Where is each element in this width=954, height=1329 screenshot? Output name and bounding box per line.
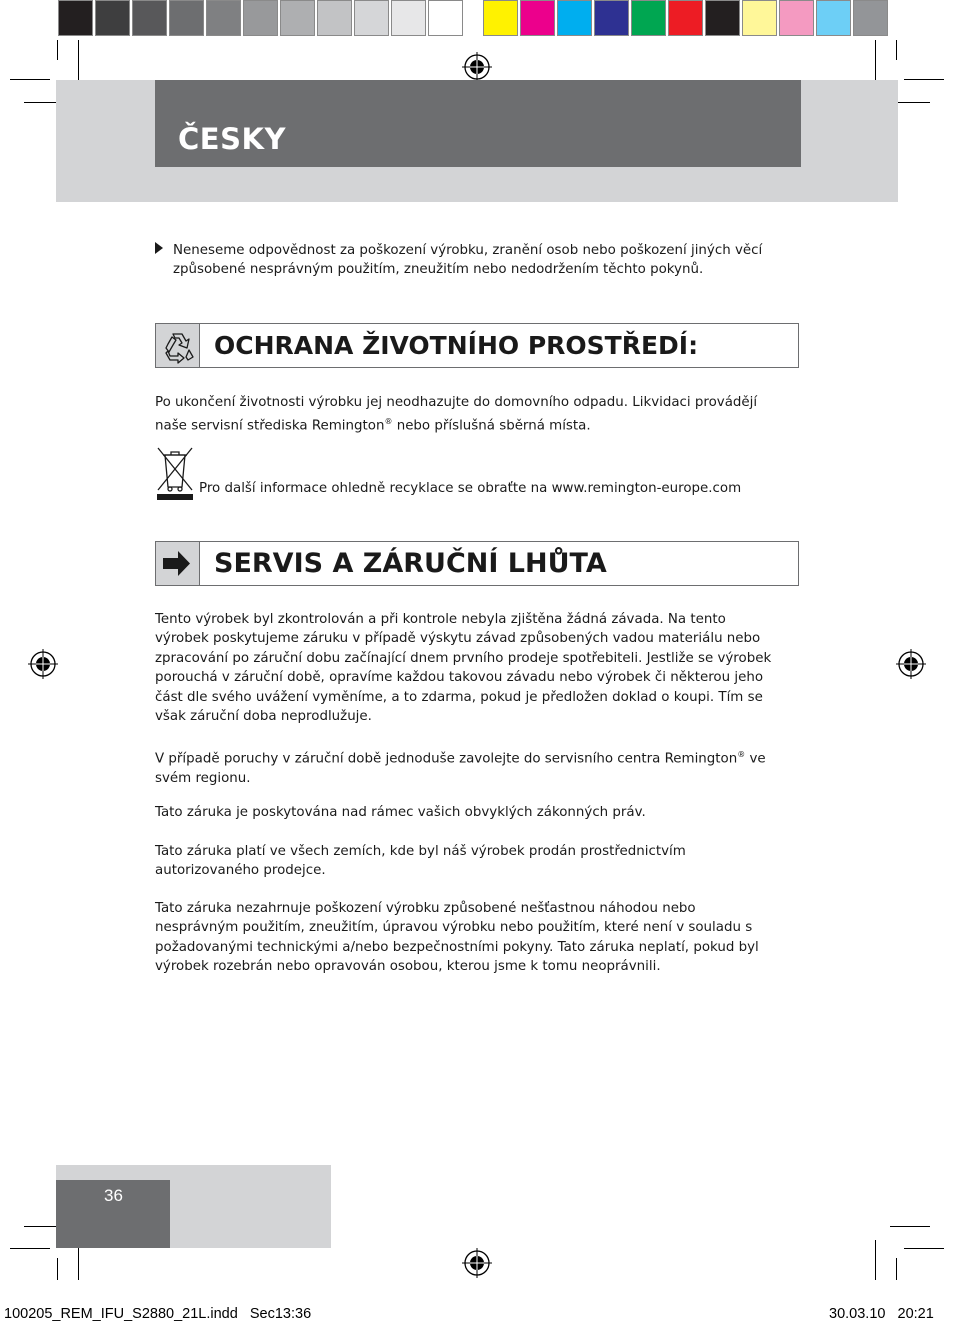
intro-bullet-text: Neneseme odpovědnost za poškození výrobku, zranění osob nebo poškození jiných věcí způsobené nesprávným použitím, zneužitím nebo nedodržením těchto pokynů. bbox=[173, 243, 763, 278]
registration-mark-icon bbox=[462, 52, 492, 82]
crop-mark bbox=[875, 1240, 876, 1280]
color-swatch bbox=[668, 0, 703, 36]
environment-paragraph bbox=[155, 393, 795, 436]
gray-color-bar bbox=[58, 0, 465, 38]
color-swatch bbox=[631, 0, 666, 36]
color-swatch bbox=[317, 0, 352, 36]
service-paragraph-3: Tato záruka je poskytována nad rámec vašich obvyklých zákonných práv. bbox=[155, 805, 646, 820]
environment-line-2-end: nebo příslušná sběrná místa. bbox=[392, 418, 591, 434]
crop-mark bbox=[78, 1248, 79, 1280]
environment-line-2: naše servisní střediska Remington bbox=[155, 418, 385, 434]
service-paragraph-4: Tato záruka platí ve všech zemích, kde byl náš výrobek prodán prostřednictvím autorizovaného prodejce. bbox=[155, 844, 686, 879]
service-p2-end: ve svém regionu. bbox=[155, 751, 766, 786]
crop-mark bbox=[57, 40, 58, 60]
bullet-arrow-icon bbox=[155, 242, 163, 254]
registered-mark: ® bbox=[737, 750, 746, 759]
service-p2-text: V případě poruchy v záruční době jednoduše zavolejte do servisního centra Remington bbox=[155, 751, 738, 767]
arrow-right-icon bbox=[156, 542, 200, 585]
color-swatch bbox=[816, 0, 851, 36]
color-swatch bbox=[557, 0, 592, 36]
crop-mark bbox=[904, 79, 944, 80]
registration-mark-icon bbox=[896, 649, 926, 679]
crop-mark bbox=[890, 1226, 930, 1227]
color-swatch bbox=[594, 0, 629, 36]
crop-mark bbox=[57, 1258, 58, 1280]
color-swatch bbox=[520, 0, 555, 36]
section-title-environment: OCHRANA ŽIVOTNÍHO PROSTŘEDÍ: bbox=[214, 331, 699, 360]
service-paragraph-5: Tato záruka nezahrnuje poškození výrobku způsobené nešťastnou náhodou nebo nesprávným použitím, zneužitím, úpravou výrobku nebo použitím, které není v souladu s požadovanými technickými a/nebo bezpečnostními pokyny. Tato záruka neplatí, pokud byl výrobek rozebrán nebo opravován osobou, kterou jsme k tomu neoprávnili. bbox=[155, 901, 759, 975]
color-swatch bbox=[483, 0, 518, 36]
slug-file-info: 100205_REM_IFU_S2880_21L.indd Sec13:36 bbox=[4, 1306, 312, 1322]
process-color-bar bbox=[483, 0, 890, 38]
crop-mark bbox=[10, 1248, 50, 1249]
section-header-service bbox=[155, 541, 799, 586]
service-paragraph-1: Tento výrobek byl zkontrolován a při kontrole nebyla zjištěna žádná závada. Na tento výrobek poskytujeme záruku v případě výskytu závad způsobených vadou materiálu nebo zpracování po záruční dobu začínající dnem prvního prodeje spotřebiteli. Jestliže se výrobek porouchá v záruční době, opravíme každou takovou závadu nebo výrobek či některou jeho část dle svého uvážení vyměníme, a to zdarma, pokud je předložen doklad o koupi. Tím se však záruční doba neprodlužuje. bbox=[155, 612, 772, 725]
color-swatch bbox=[705, 0, 740, 36]
color-swatch bbox=[58, 0, 93, 36]
registered-mark: ® bbox=[384, 417, 393, 427]
service-paragraph-2 bbox=[155, 745, 780, 788]
section-header-environment bbox=[155, 323, 799, 368]
color-swatch bbox=[742, 0, 777, 36]
crop-mark bbox=[875, 40, 876, 80]
registration-mark-icon bbox=[462, 1248, 492, 1278]
color-swatch bbox=[779, 0, 814, 36]
crop-mark bbox=[904, 1248, 944, 1249]
color-swatch bbox=[853, 0, 888, 36]
color-swatch bbox=[280, 0, 315, 36]
section-title-service: SERVIS A ZÁRUČNÍ LHŮTA bbox=[214, 548, 607, 579]
slug-date: 30.03.10 20:21 bbox=[829, 1306, 934, 1322]
color-swatch bbox=[95, 0, 130, 36]
crossed-bin-icon bbox=[155, 445, 195, 503]
color-swatch bbox=[206, 0, 241, 36]
crop-mark bbox=[896, 40, 897, 60]
crop-mark bbox=[78, 40, 79, 80]
color-swatch bbox=[354, 0, 389, 36]
color-swatch bbox=[132, 0, 167, 36]
registration-mark-icon bbox=[28, 649, 58, 679]
page-title: ČESKY bbox=[178, 122, 286, 156]
page-number: 36 bbox=[104, 1186, 123, 1205]
color-swatch bbox=[243, 0, 278, 36]
weee-text: Pro další informace ohledně recyklace se obraťte na www.remington-europe.com bbox=[199, 481, 742, 496]
color-swatch bbox=[169, 0, 204, 36]
crop-mark bbox=[10, 79, 50, 80]
color-swatch bbox=[428, 0, 463, 36]
color-swatch bbox=[391, 0, 426, 36]
recycle-icon bbox=[156, 324, 200, 367]
crop-mark bbox=[896, 1258, 897, 1280]
environment-line-1: Po ukončení životnosti výrobku jej neodhazujte do domovního odpadu. Likvidaci provádějí bbox=[155, 395, 758, 410]
